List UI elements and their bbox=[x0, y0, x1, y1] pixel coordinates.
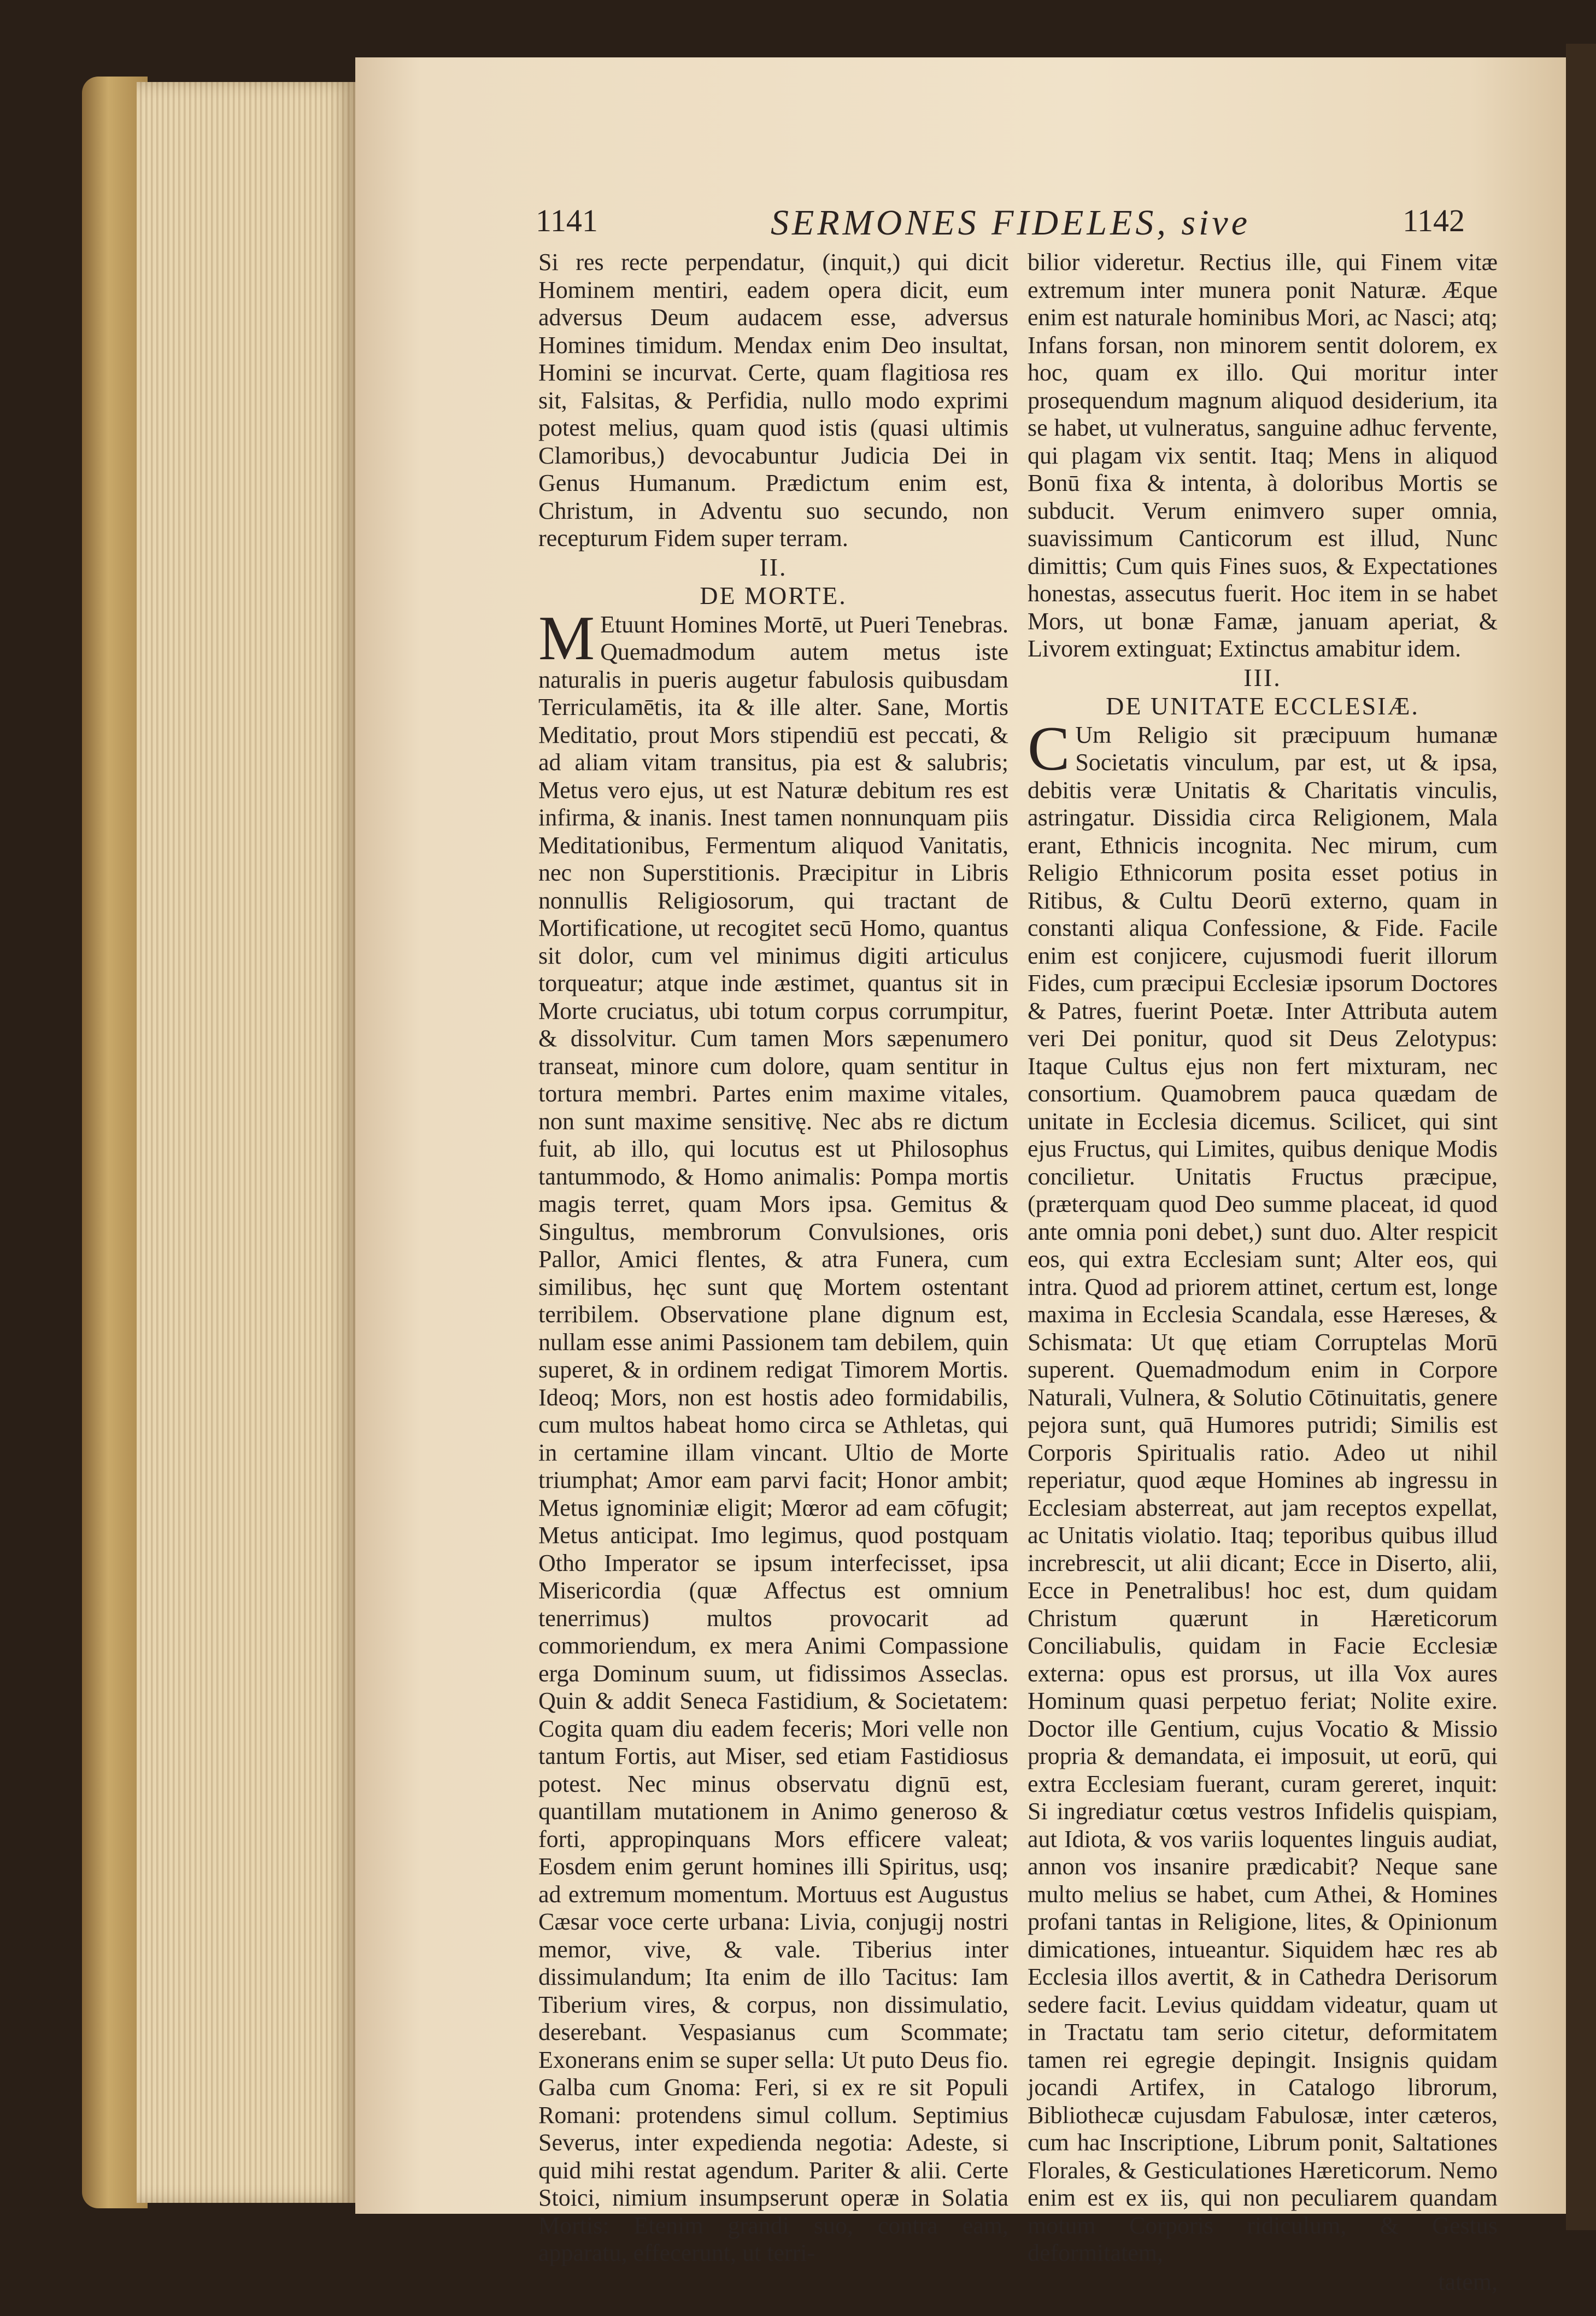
page-number-right: 1142 bbox=[1403, 203, 1465, 238]
de-unitate-paragraph bbox=[1028, 713, 1498, 2267]
section-title-de-unitate: DE UNITATE ECCLESIÆ. bbox=[1106, 692, 1419, 720]
page-number-left: 1141 bbox=[536, 203, 598, 238]
de-unitate-text: Um Religio sit præcipuum humanæ Societatis vinculum, par est, ut & ipsa, debitis veræ Unitatis & Charitatis vinculis, astringatur. Dissidia circa Religionem, Mala erant, Ethnicis incognita. Nec mirum, cum Religio Ethnicorum posita esset potius in Ritibus, & Cultu Deorū externo, quam in constanti aliqua Confessione, & Fide. Facile enim est conjicere, cujusmodi fuerit illorum Fides, cum præcipui Ecclesiæ ipsorum Doctores & Patres, fuerint Poetæ. Inter Attributa autem veri Dei ponitur, quod sit Deus Zelotypus: Itaque Cultus ejus non fert mixturam, nec consortium. Quamobrem pauca quædam de unitate in Ecclesia dicemus. Scilicet, qui sint ejus Fructus, qui Limites, quibus denique Modis concilietur. Unitatis Fructus præcipue, (præterquam quod Deo summe placeat, id quod ante omnia poni debet,) sunt duo. Alter respicit eos, qui extra Ecclesiam sunt; Alter eos, qui intra. Quod ad priorem attinet, certum est, longe maxima in Ecclesia Scandala, esse Hæreses, & Schismata: Ut quę etiam Corruptelas Morū superent. Quemadmodum enim in Corpore Naturali, Vulnera, & Solutio Cōtinuitatis, genere pejora sunt, quā Humores putridi; Similis est Corporis Spiritualis ratio. Adeo ut nihil reperiatur, quod æque Homines ab ingressu in Ecclesiam absterreat, aut jam receptos expellat, ac Unitatis violatio. Itaq; teporibus quibus illud increbrescit, ut alii dicant; Ecce in Diserto, alii, Ecce in Penetralibus! hoc est, dum quidam Christum quærunt in Hæreticorum Conciliabulis, quidam in Facie Ecclesiæ externa: opus est prorsus, ut illa Vox aures Hominum quasi perpetuo feriat; Nolite exire. Doctor ille Gentium, cujus Vocatio & Missio propria & demandata, ei imposuit, ut eorū, qui extra Ecclesiam fuerant, curam gereret, inquit: Si ingrediatur cœtus vestros Infidelis quispiam, aut Idiota, & vos variis loquentes linguis audiat, annon vos insanire prædicabit? Neque sane multo melius se habet, cum Athei, & Homines profani tantas in Religione, lites, & Opinionum dimicationes, intueantur. Siquidem hæc res ab Ecclesia illos avertit, & in Cathedra Derisorum sedere facit. Levius quiddam videatur, quam ut in Tractatu tam serio citetur, deformitatem tamen rei egregie depingit. Insignis quidam jocandi Artifex, in Catalogo librorum, Bibliothecæ cujusdam Fabulosæ, inter cæteros, cum hac Inscriptione, Librum ponit, Saltationes Florales, & Gesticulationes Hæreticorum. Nemo enim est ex iis, qui non peculiarem quandam motum Corporis ridiculum, & Gestus deformitatem, bbox=[1028, 721, 1498, 2266]
running-title: SERMONES FIDELES, sive bbox=[771, 203, 1251, 243]
background-edge bbox=[1566, 44, 1596, 2230]
left-intro-paragraph: Si res recte perpendatur, (inquit,) qui dicit Hominem mentiri, eadem opera dicit, eum adversus Deum audacem esse, adversus Homines timidum. Mendax enim Deo insultat, Homini se incurvat. Certe, quam flagitiosa res sit, Falsitas, & Perfidia, nullo modo exprimi potest melius, quam quod istis (quasi ultimis Clamoribus,) devocabuntur Judicia Dei in Genus Humanum. Prædictum enim est, Christum, in Adventu suo secundo, non recepturum Fidem super terram. bbox=[538, 249, 1008, 552]
dropcap-c: C bbox=[1028, 713, 1070, 784]
section-title-de-morte: DE MORTE. bbox=[700, 582, 847, 609]
dropcap-m: M bbox=[538, 603, 595, 673]
section-number-iii: III. bbox=[1243, 663, 1282, 691]
running-header bbox=[536, 202, 1465, 251]
de-morte-text: Etuunt Homines Mortē, ut Pueri Tenebras. Quemadmodum autem metus iste naturalis in pueris augetur fabulosis quibusdam Terriculamētis, ita & ille alter. Sane, Mortis Meditatio, prout Mors stipendiū est peccati, & ad aliam vitam transitus, pia est & salubris; Metus vero ejus, ut est Naturæ debitum res est infirma, & inanis. Inest tamen nonnunquam piis Meditationibus, Fermentum aliquod Vanitatis, nec non Superstitionis. Præcipitur in Libris nonnullis Religiosorum, qui tractant de Mortificatione, ut recogitet secū Homo, quantus sit dolor, cum vel minimus digiti articulus torqueatur; atque inde æstimet, quantus sit in Morte cruciatus, ubi totum corpus corrumpitur, & dissolvitur. Cum tamen Mors sæpenumero transeat, minore cum dolore, quam sentitur in tortura membri. Partes enim maxime vitales, non sunt maxime sensitivę. Nec abs re dictum fuit, ab illo, qui locutus est ut Philosophus tantummodo, & Homo animalis: Pompa mortis magis terret, quam Mors ipsa. Gemitus & Singultus, membrorum Convulsiones, oris Pallor, Amici flentes, & atra Funera, cum similibus, hęc sunt quę Mortem ostentant terribilem. Observatione plane dignum est, nullam esse animi Passionem tam debilem, quin superet, & in ordinem redigat Timorem Mortis. Ideoq; Mors, non est hostis adeo formidabilis, cum multos habeat homo circa se Athletas, qui in certamine illam vincant. Ultio de Morte triumphat; Amor eam parvi facit; Honor ambit; Metus ignominiæ eligit; Mœror ad eam cōfugit; Metus anticipat. Imo legimus, quod postquam Otho Imperator se ipsum interfecisset, ipsa Misericordia (quæ Affectus est omnium tenerrimus) multos provocarit ad commoriendum, ex mera Animi Compassione erga Dominum suum, ut fidissimos Asseclas. Quin & addit Seneca Fastidium, & Societatem: Cogita quam diu eadem feceris; Mori velle non tantum Fortis, aut Miser, sed etiam Fastidiosus potest. Nec minus observatu dignū est, quantillam mutationem in Animo generoso & forti, appropinquans Mors efficere valeat; Eosdem enim gerunt homines illi Spiritus, usq; ad extremum momentum. Mortuus est Augustus Cæsar voce certe urbana: Livia, conjugij nostri memor, vive, & vale. Tiberius inter dissimulandum; Ita enim de illo Tacitus: Iam Tiberium vires, & corpus, non dissimulatio, deserebant. Vespasianus cum Scommate; Exonerans enim se super sella: Ut puto Deus fio. Galba cum Gnoma: Feri, si ex re sit Populi Romani: protendens simul collum. Septimius Severus, inter expedienda negotia: Adeste, si quid mihi restat agendum. Pariter & alii. Certe Stoici, nimium insumpserunt operæ in Solatia Mortis: Etenim grandi suo, contra eam, apparatu, effecerunt, ut terri- bbox=[538, 611, 1008, 2266]
de-morte-paragraph bbox=[538, 603, 1008, 2267]
section-number-ii: II. bbox=[759, 553, 788, 581]
right-intro-paragraph: bilior videretur. Rectius ille, qui Finem vitæ extremum inter munera ponit Naturæ. Æque enim est naturale hominibus Mori, ac Nasci; atq; Infans forsan, non minorem sentit dolorem, ex hoc, quam ex illo. Qui moritur inter prosequendum magnum aliquod desiderium, ita se habet, ut vulneratus, sanguine adhuc fervente, qui plagam vix sentit. Itaq; Mens in aliquod Bonū fixa & intenta, à doloribus Mortis se subducit. Verum enimvero super omnia, suavissimum Canticorum est illud, Nunc dimittis; Cum quis Fines suos, & Expectationes honestas, assecutus fuerit. Hoc item in se habet Mors, ut bonæ Famæ, januam aperiat, & Livorem extinguat; Extinctus amabitur idem. bbox=[1028, 249, 1498, 662]
catchword: tatem, bbox=[1438, 2268, 1498, 2295]
page-edges bbox=[137, 82, 355, 2203]
left-column bbox=[538, 249, 1008, 2267]
right-column bbox=[1028, 249, 1498, 2296]
